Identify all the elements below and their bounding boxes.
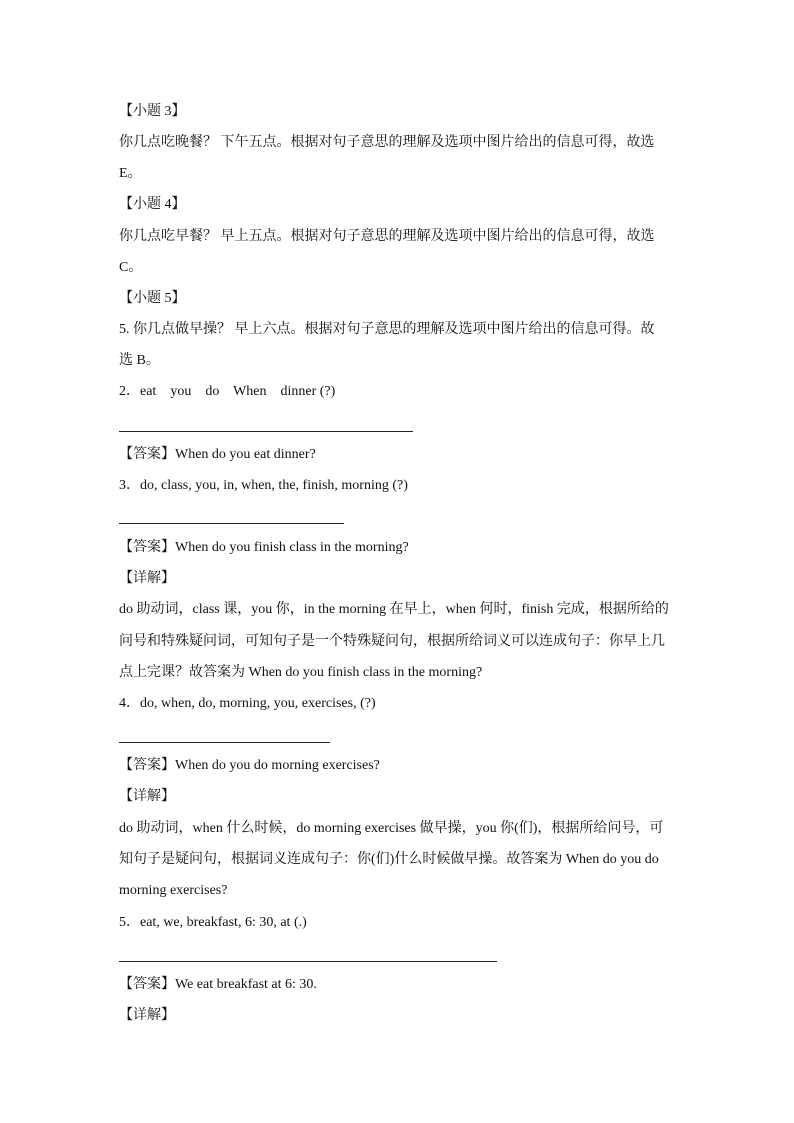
detail-line: morning exercises? xyxy=(119,883,228,898)
detail-line: do 助动词，class 课，you 你，in the morning 在早上，when 何时，finish 完成，根据所给的 xyxy=(119,602,669,617)
explanation-line: 5. 你几点做早操？ 早上六点。根据对句子意思的理解及选项中图片给出的信息可得。故 xyxy=(119,322,655,337)
detail-line: 问号和特殊疑问词，可知句子是一个特殊疑问句，根据所给词义可以连成句子：你早上几 xyxy=(119,634,665,649)
explanation-line: 你几点吃晚餐？ 下午五点。根据对句子意思的理解及选项中图片给出的信息可得，故选 xyxy=(119,135,655,150)
detail-heading: 【详解】 xyxy=(119,1008,175,1023)
explanation-line: 选 B。 xyxy=(119,353,160,368)
question-4-prompt: 4．do, when, do, morning, you, exercises, (?) xyxy=(119,696,376,711)
question-3-prompt: 3．do, class, you, in, when, the, finish, morning (?) xyxy=(119,478,408,493)
subquestion-3-heading: 【小题 3】 xyxy=(119,104,186,119)
question-2-prompt: 2．eat you do When dinner (?) xyxy=(119,384,336,399)
subquestion-4-heading: 【小题 4】 xyxy=(119,197,186,212)
explanation-line: E。 xyxy=(119,166,142,181)
explanation-line: C。 xyxy=(119,260,143,275)
detail-heading: 【详解】 xyxy=(119,789,175,804)
answer-blank-line xyxy=(119,961,497,962)
detail-heading: 【详解】 xyxy=(119,571,175,586)
detail-line: do 助动词，when 什么时候，do morning exercises 做早操，you 你(们)，根据所给问号，可 xyxy=(119,821,664,836)
answer-blank-line xyxy=(119,523,344,524)
detail-line: 知句子是疑问句，根据词义连成句子：你(们)什么时候做早操。故答案为 When do you do xyxy=(119,852,659,867)
detail-line: 点上完课？故答案为 When do you finish class in the morning? xyxy=(119,665,483,680)
subquestion-5-heading: 【小题 5】 xyxy=(119,291,186,306)
answer-line: 【答案】We eat breakfast at 6: 30. xyxy=(119,977,317,992)
answer-line: 【答案】When do you eat dinner? xyxy=(119,447,316,462)
explanation-line: 你几点吃早餐？ 早上五点。根据对句子意思的理解及选项中图片给出的信息可得，故选 xyxy=(119,229,655,244)
question-5-prompt: 5．eat, we, breakfast, 6: 30, at (.) xyxy=(119,915,307,930)
answer-blank-line xyxy=(119,742,330,743)
answer-line: 【答案】When do you finish class in the morning? xyxy=(119,540,409,555)
answer-blank-line xyxy=(119,431,413,432)
answer-line: 【答案】When do you do morning exercises? xyxy=(119,758,380,773)
